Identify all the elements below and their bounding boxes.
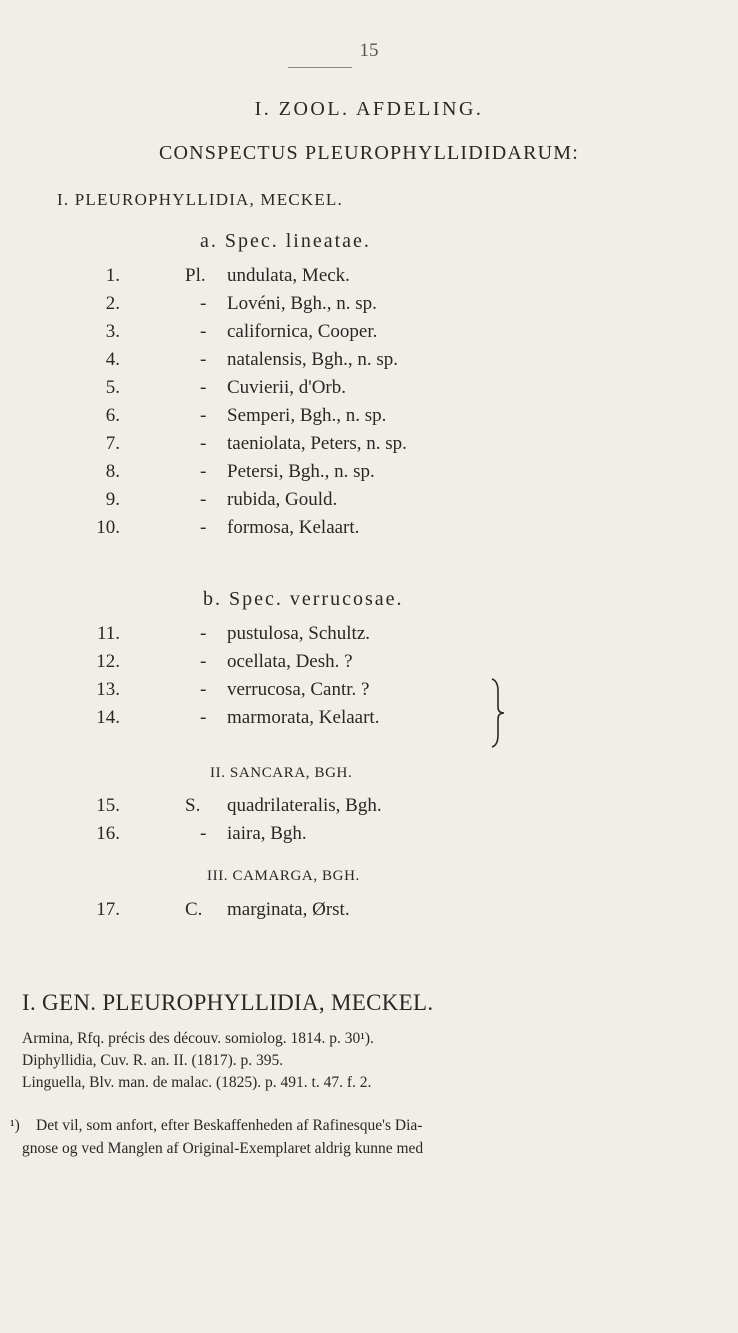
list-item <box>0 461 738 487</box>
entry-name: marmorata, Kelaart. <box>227 707 380 728</box>
entry-name: quadrilateralis, Bgh. <box>227 795 382 816</box>
list-item <box>0 823 738 849</box>
entry-name: marginata, Ørst. <box>227 899 350 920</box>
page-number-rule <box>288 67 352 68</box>
entry-number: 10. <box>96 517 120 538</box>
entry-name: verrucosa, Cantr. ? <box>227 679 370 700</box>
entry-name: undulata, Meck. <box>227 265 350 286</box>
group-b-heading: b. Spec. verrucosae. <box>203 588 404 610</box>
synonym-line: Diphyllidia, Cuv. R. an. II. (1817). p. 395. <box>22 1052 284 1069</box>
entry-number: 8. <box>105 461 120 482</box>
entry-genus: - <box>200 823 207 844</box>
list-item <box>0 517 738 543</box>
entry-name: iaira, Bgh. <box>227 823 307 844</box>
list-item <box>0 377 738 403</box>
conspectus-title: CONSPECTUS PLEUROPHYLLIDIDARUM: <box>158 142 579 164</box>
entry-number: 4. <box>105 349 120 370</box>
list-item <box>0 489 738 515</box>
entry-genus: - <box>200 651 207 672</box>
entry-name: californica, Cooper. <box>227 321 378 342</box>
entry-name: formosa, Kelaart. <box>227 517 360 538</box>
genus-title: I. GEN. PLEUROPHYLLIDIA, MECKEL. <box>22 990 434 1015</box>
list-item <box>0 679 738 705</box>
entry-genus: - <box>200 517 207 538</box>
footnote-line: gnose og ved Manglen af Original-Exemplaret aldrig kunne med <box>22 1140 424 1157</box>
list-item <box>0 321 738 347</box>
brace-bracket <box>490 677 506 749</box>
list-item <box>0 707 738 733</box>
entry-number: 6. <box>105 405 120 426</box>
list-item <box>0 795 738 821</box>
synonym-line: Linguella, Blv. man. de malac. (1825). p. 491. t. 47. f. 2. <box>22 1074 372 1091</box>
entry-genus: - <box>200 349 207 370</box>
entry-number: 16. <box>96 823 120 844</box>
entry-genus: - <box>200 707 207 728</box>
entry-number: 13. <box>96 679 120 700</box>
entry-genus: - <box>200 461 207 482</box>
entry-genus: Pl. <box>185 265 206 286</box>
entry-name: Lovéni, Bgh., n. sp. <box>227 293 377 314</box>
entry-name: natalensis, Bgh., n. sp. <box>227 349 398 370</box>
list-item <box>0 433 738 459</box>
entry-name: Cuvierii, d'Orb. <box>227 377 346 398</box>
entry-genus: - <box>200 433 207 454</box>
entry-number: 1. <box>105 265 120 286</box>
entry-name: pustulosa, Schultz. <box>227 623 371 644</box>
entry-genus: - <box>200 405 207 426</box>
entry-name: Petersi, Bgh., n. sp. <box>227 461 375 482</box>
section-heading: I. ZOOL. AFDELING. <box>254 98 484 120</box>
entry-genus: - <box>200 293 207 314</box>
entry-number: 15. <box>96 795 120 816</box>
list-item <box>0 899 738 925</box>
list-item <box>0 651 738 677</box>
entry-number: 3. <box>105 321 120 342</box>
entry-genus: - <box>200 377 207 398</box>
entry-number: 12. <box>96 651 120 672</box>
entry-name: taeniolata, Peters, n. sp. <box>227 433 407 454</box>
list-item <box>0 623 738 649</box>
entry-name: ocellata, Desh. ? <box>227 651 353 672</box>
footnote-line: Det vil, som anfort, efter Beskaffenheden af Rafinesque's Dia- <box>36 1117 423 1134</box>
footnote-mark: ¹) <box>10 1117 20 1134</box>
entry-number: 2. <box>105 293 120 314</box>
genus-one-heading: I. PLEUROPHYLLIDIA, MECKEL. <box>57 190 343 209</box>
entry-number: 7. <box>105 433 120 454</box>
page-number: 15 <box>359 40 379 61</box>
entry-name: Semperi, Bgh., n. sp. <box>227 405 387 426</box>
entry-number: 5. <box>105 377 120 398</box>
entry-number: 17. <box>96 899 120 920</box>
synonym-line: Armina, Rfq. précis des découv. somiolog. 1814. p. 30¹). <box>22 1030 374 1047</box>
entry-number: 9. <box>105 489 120 510</box>
genus-two-heading: II. SANCARA, BGH. <box>210 765 353 781</box>
entry-name: rubida, Gould. <box>227 489 338 510</box>
list-item <box>0 405 738 431</box>
entry-genus: - <box>200 489 207 510</box>
group-a-heading: a. Spec. lineatae. <box>200 230 371 252</box>
entry-genus: S. <box>185 795 201 816</box>
entry-genus: C. <box>185 899 203 920</box>
list-item <box>0 293 738 319</box>
entry-genus: - <box>200 679 207 700</box>
list-item <box>0 349 738 375</box>
genus-three-heading: III. CAMARGA, BGH. <box>207 868 360 884</box>
entry-genus: - <box>200 321 207 342</box>
entry-genus: - <box>200 623 207 644</box>
entry-number: 14. <box>96 707 120 728</box>
entry-number: 11. <box>96 623 120 644</box>
list-item <box>0 265 738 291</box>
